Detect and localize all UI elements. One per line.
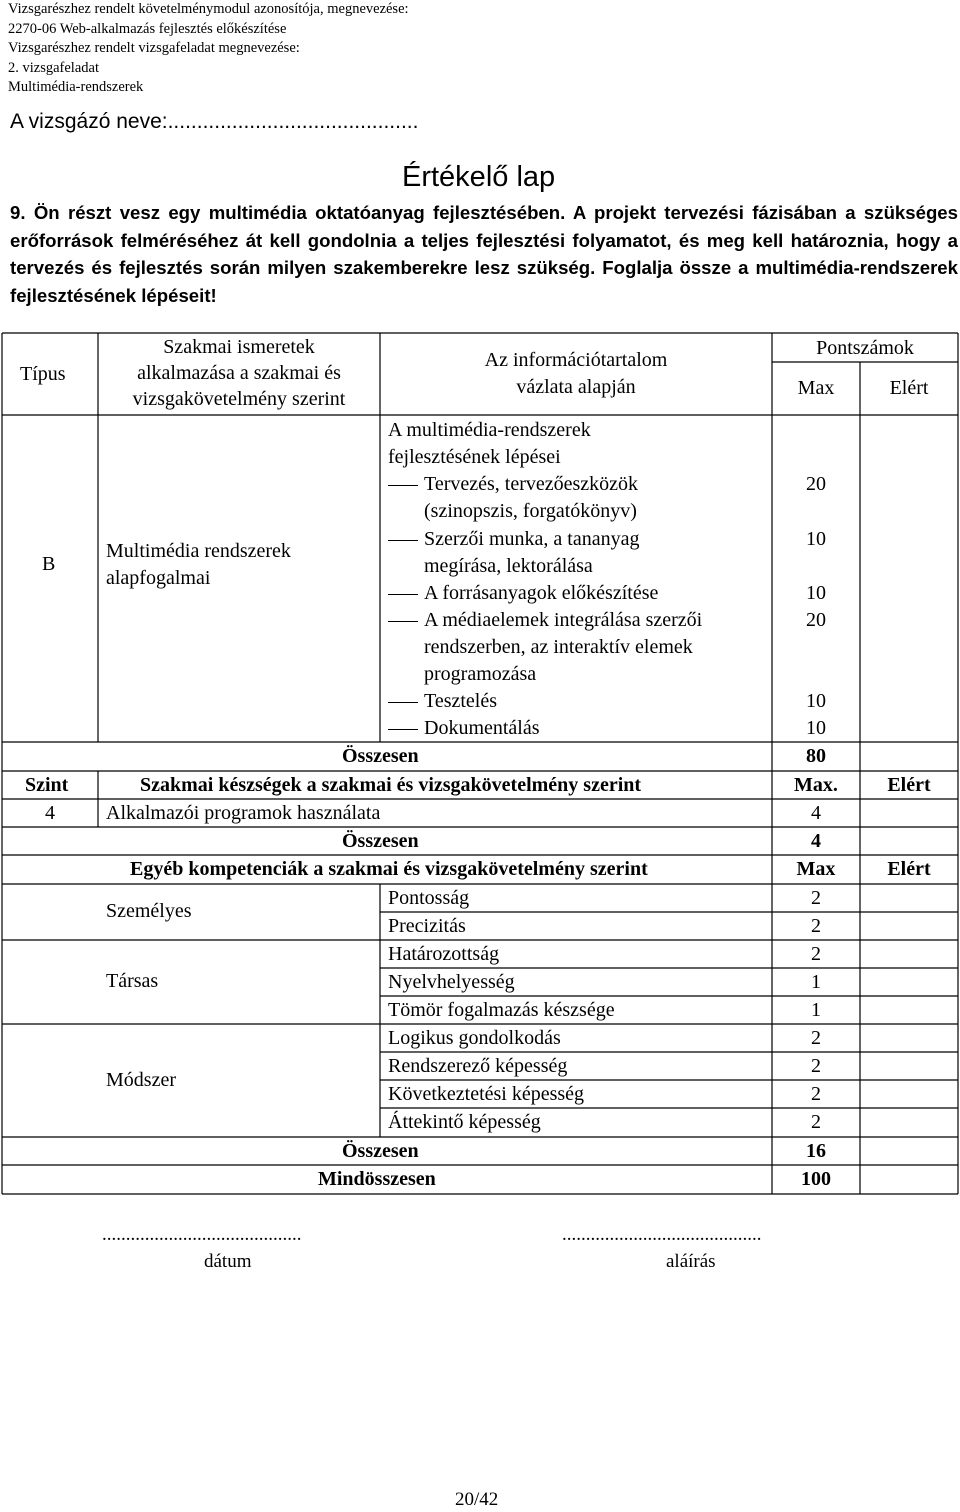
list-item-text bbox=[424, 471, 638, 525]
list-item-line: programozása bbox=[424, 663, 537, 685]
subtotal-value: 4 bbox=[811, 830, 821, 852]
col-header-max: Max bbox=[797, 377, 835, 399]
skill-level: 4 bbox=[45, 802, 55, 824]
list-item-text bbox=[424, 607, 702, 688]
date-field[interactable]: .......................................... bbox=[102, 1224, 302, 1245]
info-intro bbox=[388, 417, 591, 471]
col-header-szakmai-line1: Szakmai ismeretek bbox=[163, 336, 315, 358]
header-task-label: Vizsgarészhez rendelt vizsgafeladat megnevezése: bbox=[8, 40, 300, 57]
header-module-label: Vizsgarészhez rendelt követelménymodul azonosítója, megnevezése: bbox=[8, 1, 409, 17]
topic-line1: Multimédia rendszerek bbox=[106, 540, 291, 562]
signature-field[interactable]: .......................................... bbox=[562, 1224, 762, 1245]
task-description: 9. Ön részt vesz egy multimédia oktatóanyag fejlesztésében. A projekt tervezési fázisában a szükséges erőforrások felméréséhez át kell gondolnia a teljes fejlesztési folyamatot, és meg kell határoznia, hogy a tervezés és fejlesztés során milyen szakemberekre lesz szükség. Foglalja össze a multimédia-rendszerek fejlesztésének lépéseit! bbox=[10, 202, 958, 306]
subtotal-label: Összesen bbox=[342, 745, 419, 767]
candidate-name-field[interactable]: A vizsgázó neve:........................................... bbox=[10, 110, 419, 133]
competency-name: Tömör fogalmazás készsége bbox=[388, 999, 615, 1021]
competency-name: Következtetési képesség bbox=[388, 1083, 585, 1105]
col-header-max: Max bbox=[796, 858, 836, 880]
col-header-egyeb: Egyéb kompetenciák a szakmai és vizsgakövetelmény szerint bbox=[130, 858, 648, 880]
bullet-dash bbox=[388, 485, 418, 486]
col-header-max-dot: Max. bbox=[794, 774, 838, 796]
col-header-szint: Szint bbox=[25, 774, 69, 796]
competency-name: Nyelvhelyesség bbox=[388, 971, 515, 993]
grand-total-value: 100 bbox=[801, 1168, 831, 1190]
competency-name: Pontosság bbox=[388, 887, 470, 909]
topic-line2: alapfogalmai bbox=[106, 567, 211, 589]
list-item-text: A forrásanyagok előkészítése bbox=[424, 582, 659, 604]
bullet-dash bbox=[388, 594, 418, 595]
list-item-line: Szerzői munka, a tananyag bbox=[424, 528, 640, 550]
competency-max: 2 bbox=[811, 915, 821, 937]
type-cell: B bbox=[42, 553, 56, 575]
grand-total-label: Mindösszesen bbox=[318, 1168, 436, 1190]
header-task-number: 2. vizsgafeladat bbox=[8, 59, 99, 76]
skill-max: 4 bbox=[811, 802, 821, 824]
bullet-dash bbox=[388, 540, 418, 541]
info-intro-line2: fejlesztésének lépései bbox=[388, 446, 561, 468]
header-task-name: Multimédia-rendszerek bbox=[8, 79, 144, 96]
signature-label: aláírás bbox=[666, 1251, 716, 1272]
competency-max: 2 bbox=[811, 1083, 821, 1105]
competency-max: 2 bbox=[811, 943, 821, 965]
bullet-dash bbox=[388, 621, 418, 622]
page-title: Értékelő lap bbox=[402, 161, 556, 193]
item-max: 20 bbox=[806, 473, 826, 495]
col-header-elert: Elért bbox=[889, 377, 929, 399]
item-max: 10 bbox=[806, 690, 826, 712]
date-label: dátum bbox=[204, 1251, 252, 1272]
subtotal-value: 80 bbox=[806, 745, 826, 767]
document-header bbox=[8, 0, 409, 98]
item-max: 10 bbox=[806, 528, 826, 550]
col-header-info-line2: vázlata alapján bbox=[516, 376, 636, 398]
group-tarsas: Társas bbox=[106, 970, 159, 992]
col-header-szakmai-line2: alkalmazása a szakmai és bbox=[137, 362, 341, 384]
group-modszer: Módszer bbox=[106, 1069, 176, 1091]
bullet-dash bbox=[388, 702, 418, 703]
competency-name: Határozottság bbox=[388, 943, 500, 965]
list-item-text: Tesztelés bbox=[424, 690, 498, 712]
bullet-dash bbox=[388, 729, 418, 730]
competency-name: Precizitás bbox=[388, 915, 466, 937]
info-intro-line1: A multimédia-rendszerek bbox=[388, 419, 591, 441]
col-header-elert: Elért bbox=[887, 774, 931, 796]
list-item-line: A médiaelemek integrálása szerzői bbox=[424, 609, 703, 631]
competency-name: Rendszerező képesség bbox=[388, 1055, 568, 1077]
list-item-line: megírása, lektorálása bbox=[424, 555, 593, 577]
col-header-tipus: Típus bbox=[20, 363, 66, 385]
topic-cell bbox=[106, 538, 291, 592]
col-header-szakmai bbox=[98, 334, 380, 412]
list-item-text: Dokumentálás bbox=[424, 717, 540, 739]
item-max: 10 bbox=[806, 717, 826, 739]
subtotal-label: Összesen bbox=[342, 830, 419, 852]
subtotal-label: Összesen bbox=[342, 1140, 419, 1162]
col-header-info bbox=[380, 347, 772, 401]
col-header-elert: Elért bbox=[887, 858, 931, 880]
col-header-info-line1: Az információtartalom bbox=[484, 349, 668, 371]
competency-max: 1 bbox=[811, 971, 821, 993]
page-number: 20/42 bbox=[455, 1489, 499, 1510]
competency-max: 2 bbox=[811, 887, 821, 909]
item-max: 20 bbox=[806, 609, 826, 631]
item-max: 10 bbox=[806, 582, 826, 604]
competency-name: Logikus gondolkodás bbox=[388, 1027, 561, 1049]
competency-max: 1 bbox=[811, 999, 821, 1021]
header-module-name: 2270-06 Web-alkalmazás fejlesztés előkészítése bbox=[8, 20, 287, 37]
group-szemelyes: Személyes bbox=[106, 900, 192, 922]
list-item-line: Tervezés, tervezőeszközök bbox=[424, 473, 639, 495]
competency-max: 2 bbox=[811, 1055, 821, 1077]
competency-name: Áttekintő képesség bbox=[388, 1111, 541, 1133]
list-item-line: rendszerben, az interaktív elemek bbox=[424, 636, 693, 658]
col-header-szakmai-line3: vizsgakövetelmény szerint bbox=[132, 388, 346, 410]
list-item-text bbox=[424, 526, 639, 580]
list-item-line: (szinopszis, forgatókönyv) bbox=[424, 500, 637, 522]
subtotal-value: 16 bbox=[806, 1140, 826, 1162]
skill-name: Alkalmazói programok használata bbox=[106, 802, 381, 824]
col-header-keszsegek: Szakmai készségek a szakmai és vizsgakövetelmény szerint bbox=[140, 774, 642, 796]
competency-max: 2 bbox=[811, 1027, 821, 1049]
col-header-pontszamok: Pontszámok bbox=[816, 337, 914, 359]
competency-max: 2 bbox=[811, 1111, 821, 1133]
